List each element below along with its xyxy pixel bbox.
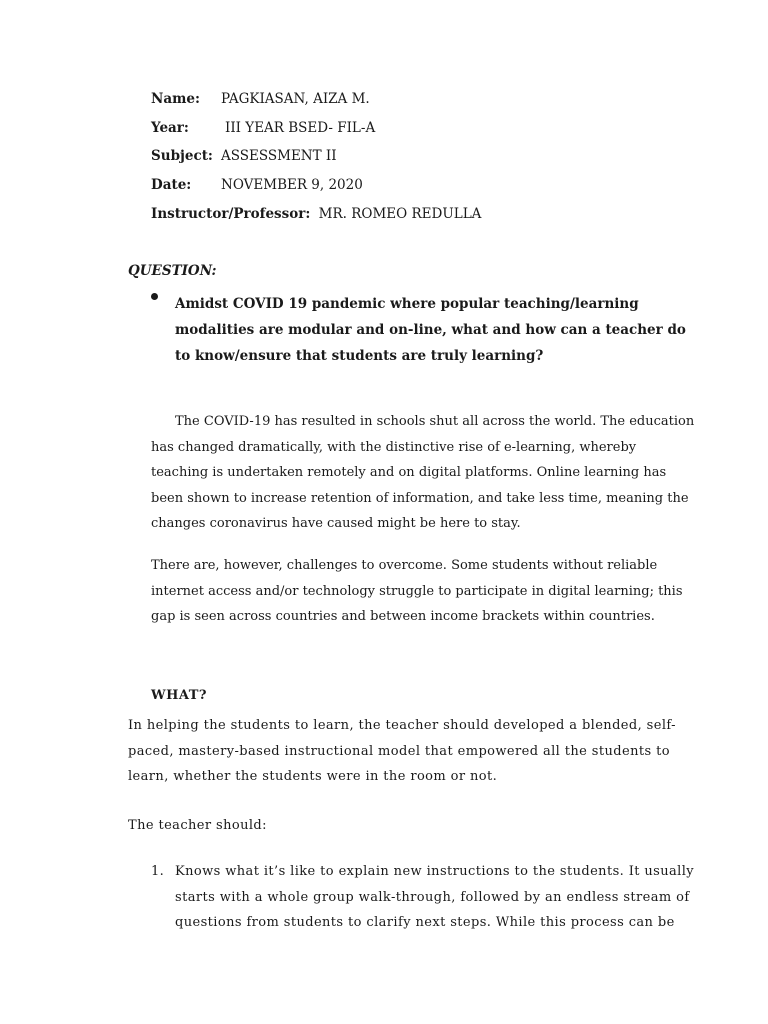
bullet-icon (151, 293, 158, 300)
question-text: Amidst COVID 19 pandemic where popular teaching/learning modalities are modular and on-line, what and how can a teacher do to know/ensure that students are truly learning? (175, 296, 686, 364)
list-item-text: Knows what it’s like to explain new instructions to the students. It usually starts with a whole group walk-through, followed by an endless stream of questions from students to clarify next steps. While this process can be (175, 864, 695, 930)
subject-value: ASSESSMENT II (221, 148, 337, 164)
instructor-value: MR. ROMEO REDULLA (318, 206, 482, 222)
date-label: Date: (151, 177, 192, 193)
what-heading: WHAT? (151, 688, 208, 703)
paragraph-challenges: There are, however, challenges to overcome. Some students without reliable internet access and/or technology struggle to participate in digital learning; this gap is seen across countries and between income brackets within countries. (151, 558, 683, 624)
what-intro: In helping the students to learn, the teacher should developed a blended, self-paced, mastery-based instructional model that empowered all the students to learn, whether the students were in the room or not. (128, 718, 676, 784)
instructor-row (151, 206, 481, 222)
name-label: Name: (151, 91, 200, 107)
year-row (151, 120, 376, 136)
instructor-label: Instructor/Professor: (151, 206, 311, 222)
question-label: QUESTION: (128, 263, 217, 279)
year-label: Year: (151, 120, 189, 136)
date-value: NOVEMBER 9, 2020 (221, 177, 363, 193)
what-lead: The teacher should: (128, 818, 267, 833)
subject-row (151, 148, 337, 164)
subject-label: Subject: (151, 148, 213, 164)
date-row (151, 177, 363, 193)
list-item-number: 1. (151, 864, 165, 879)
year-value: III YEAR BSED- FIL-A (225, 120, 376, 136)
name-value: PAGKIASAN, AIZA M. (221, 91, 370, 107)
name-row (151, 91, 370, 107)
paragraph-intro: The COVID-19 has resulted in schools shut all across the world. The education has changed dramatically, with the distinctive rise of e-learning, whereby teaching is undertaken remotely and on digital platforms. Online learning has been shown to increase retention of information, and take less time, meaning the changes coronavirus have caused might be here to stay. (151, 414, 695, 531)
